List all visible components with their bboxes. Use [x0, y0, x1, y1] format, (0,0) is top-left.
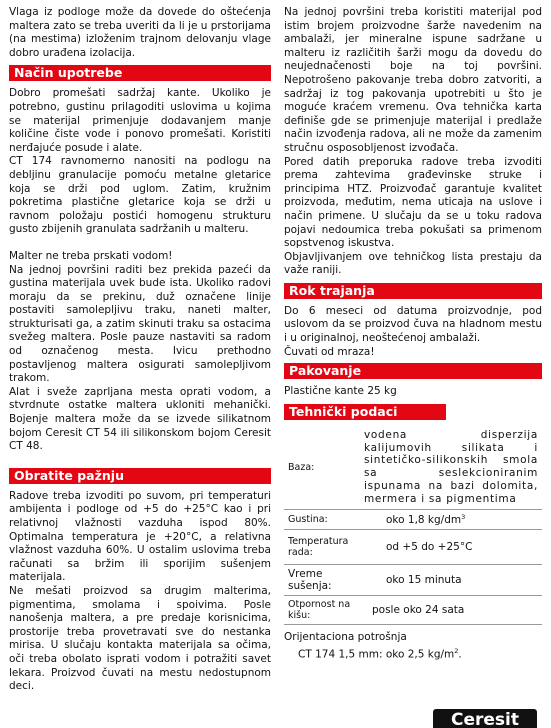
- nacin-paragraph-5: Alat i sveže zaprljana mesta oprati vodom, a stvrdnute ostatke maltera ukloniti mehanički. Bojenje maltera može da se izvede silikatnom bojom Ceresit CT 54 ili silikonskom bojom Ceresit CT 48.: [9, 385, 271, 453]
- nacin-paragraph-1: Dobro promešati sadržaj kante. Ukoliko je potrebno, gustinu prilagoditi uslovima u kojima se materijal primenjuje dodavanjem manje količine čiste vode i ponovo promešati. Koristiti nerđajuće posude i alate.: [9, 87, 271, 154]
- rok-paragraph-2: Čuvati od mraza!: [284, 345, 375, 358]
- potrosnja-unit-exponent: 2: [454, 646, 459, 655]
- otpornost-cell: [360, 596, 542, 625]
- temperatura-value: od +5 do +25°C: [386, 541, 473, 554]
- right-column: [284, 6, 542, 662]
- section-header-pakovanje: Pakovanje: [284, 363, 542, 379]
- left-column: [9, 6, 271, 694]
- potrosnja-label: Orijentaciona potrošnja: [284, 631, 407, 644]
- ceresit-logo: Ceresit: [433, 709, 537, 728]
- section-header-nacin-upotrebe: Način upotrebe: [9, 65, 271, 81]
- otpornost-label: Otpornost na kišu:: [284, 596, 360, 625]
- right-paragraph-1: Na jednoj površini treba koristiti materijal pod istim brojem proizvodne šarže navedenim na ambalaži, jer mineralne ispune sadržane u malteru iz različitih šarži mogu da dovedu do neujednačenosti boje na toj površini. Nepotrošeno pakovanje treba dobro zatvoriti, a sadržaj iz tog pakovanja upotrebiti u što je moguće kraćem vremenu. Ova tehnička karta definiše gde se primenjuje materijal i predlaže način izvođenja radova, ali ne može da zamenim stručnu osposobljenost izvođača.: [284, 6, 542, 154]
- gustina-unit-exponent: 3: [461, 512, 466, 521]
- gustina-value: oko 1,8 kg/dm: [386, 514, 462, 527]
- paznja-paragraph-2: Ne mešati proizvod sa drugim malterima, pigmentima, smolama i spoivima. Posle nanošenja maltera, a pre predaje korisnicima, prostorije treba provetravati sve do nestanka mirisa. U slučaju kontakta materijala sa očima, oči treba obolato isprati vodom i potražiti savet lekara. Proizvod čuvati na mestu nedostupnom deci.: [9, 584, 271, 693]
- table-row-vreme-susenja: [284, 565, 542, 596]
- gustina-label: Gustina:: [284, 509, 360, 530]
- nacin-paragraph-3: Malter ne treba prskati vodom!: [9, 249, 173, 262]
- paznja-paragraph-1: Radove treba izvoditi po suvom, pri temperaturi ambijenta i podloge od +5 do +25°C kao i pri relativnoj vlažnosti vazduha ispod 80%. Optimalna temperatura je +20°C, a relativna vlažnost vazduha 60%. U ostalim uslovima treba računati sa bržim ili sporijim sušenjem materijala.: [9, 489, 271, 584]
- nacin-paragraph-2: CT 174 ravnomerno nanositi na podlogu na debljinu granulacije pomoću metalne gletarice koja se drži pod uglom. Zatim, kružnim pokretima plastične gletarice koja se drži u ravnom položaju postići homogenu strukturu gusto zbijenih granulata sadržanih u malteru.: [9, 155, 271, 236]
- section-header-rok-trajanja: Rok trajanja: [284, 283, 542, 299]
- nacin-paragraph-4: Na jednoj površini raditi bez prekida pazeći da gustina materijala uvek bude ista. Ukoliko radovi moraju da se prekinu, duž označene linije postaviti samolepljivu traku, naneti malter, strukturisati ga, a zatim skinuti traku sa ostacima svežeg maltera. Posle pauze nastaviti sa radom od označenog mesta. Ivicu prethodno postavljenog maltera osigurati samolepljivom trakom.: [9, 263, 271, 385]
- temperatura-cell: [360, 530, 542, 565]
- potrosnja-end: .: [458, 648, 462, 661]
- table-row-gustina: [284, 509, 542, 530]
- temperatura-label: Temperatura rada:: [284, 530, 360, 565]
- potrosnja-value: CT 174 1,5 mm: oko 2,5 kg/m: [298, 648, 455, 661]
- table-row-baza: [284, 426, 542, 509]
- vreme-susenja-value: oko 15 minuta: [386, 574, 462, 587]
- intro-paragraph: Vlaga iz podloge može da dovede do oštećenja maltera zato se treba uveriti da li je u prstorijama (na mestima) izloženim trajnom delovanju vlage dobro urađena izolacija.: [9, 6, 271, 59]
- rok-paragraph-1: Do 6 meseci od datuma proizvodnje, pod uslovom da se proizvod čuva na hladnom mestu i u originalnoj, neoštećenoj ambalaži.: [284, 304, 542, 345]
- baza-value: vodena disperzija kalijumovih silikata i sintetičko-silikonskih smola sa seslekcioniranim ispunama na bazi dolomita, mermera i sa pigmentima: [360, 426, 542, 509]
- potrosnja-line: [284, 645, 542, 662]
- vreme-susenja-cell: [360, 565, 542, 596]
- right-paragraph-2: Pored datih preporuka radove treba izvoditi prema zahtevima građevinske struke i principima HTZ. Proizvođač garantuje kvalitet proizvoda, međutim, nema uticaja na uslove i način primene. U slučaju da se u toku radova pojavi nedoumica treba pokušati sa primenom sopstvenog iskustva.: [284, 155, 542, 250]
- gustina-cell: [360, 509, 542, 530]
- pakovanje-text: Plastične kante 25 kg: [284, 385, 397, 398]
- vreme-susenja-label: Vreme sušenja:: [284, 565, 360, 596]
- baza-label: Baza:: [284, 426, 360, 509]
- table-row-otpornost-na-kisu: [284, 596, 542, 625]
- right-paragraph-3: Objavljivanjem ove tehničkog lista prestaju da važe raniji.: [284, 250, 542, 277]
- section-header-obratite-paznju: Obratite pažnju: [9, 468, 271, 484]
- potrosnja-block: [284, 631, 542, 662]
- technical-data-table: [284, 426, 542, 625]
- table-row-temperatura: [284, 530, 542, 565]
- section-header-tehnicki-podaci: Tehnički podaci: [284, 404, 446, 420]
- otpornost-value: posle oko 24 sata: [372, 604, 465, 617]
